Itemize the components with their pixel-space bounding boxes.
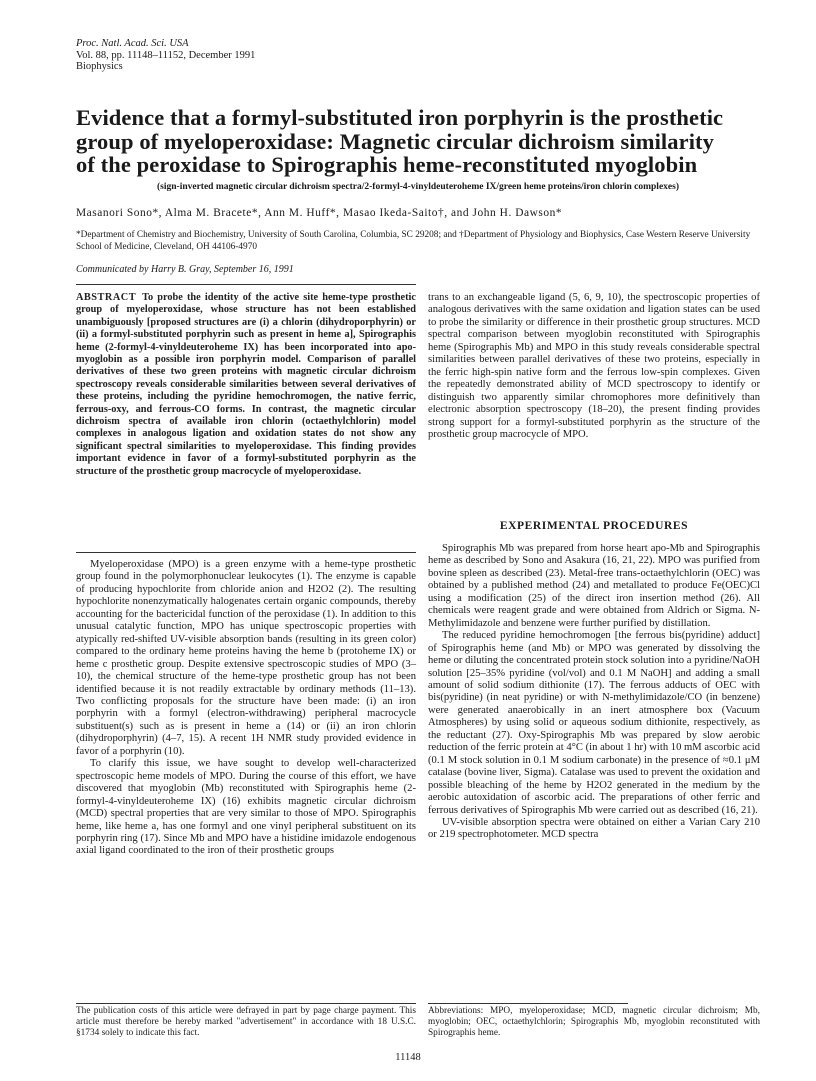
intro-paragraph-1: Myeloperoxidase (MPO) is a green enzyme with a heme-type prosthetic group found in the polymorphonuclear leukocytes (1). The enzyme is capable of producing hypochlorite from chloride anion and H2O2 (2). The resulting hypochlorite nonenzymatically halogenates certain organic compounds, thereby accounting for the bactericidal function of the peroxidase (1). In addition to this unusual catalytic function, MPO has unique spectroscopic properties with atypically red-shifted UV-visible absorption bands (resulting in its green color) compared to the ordinary heme proteins having the heme b (protoheme IX) or heme c prosthetic group. Despite extensive spectroscopic studies of MPO (3–10), the chemical structure of the heme-type prosthetic group has not been identified because it is not readily extractable by ordinary methods (11–13). Two conflicting proposals for the structure have been made: (i) an iron porphyrin with a formyl (electron-withdrawing) peripheral macrocycle substituent(s) such as is present in heme a (14) or (ii) an iron chlorin (dihydroporphyrin) (4–7, 15). A recent 1H NMR study provided evidence in favor of a porphyrin (10). xyxy=(76,559,416,757)
article-title: Evidence that a formyl-substituted iron porphyrin is the prosthetic group of myeloperoxidase: Magnetic circular dichroism similarity of the peroxidase to Spirographis heme-reconstituted myoglobin xyxy=(76,105,724,177)
section-heading-experimental-procedures: EXPERIMENTAL PROCEDURES xyxy=(499,520,689,532)
intro-continuation: trans to an exchangeable ligand (5, 6, 9, 10), the spectroscopic properties of analogous derivatives with the same oxidation and ligation states can be used to probe the similarity or difference in their prosthetic group structures. MCD spectral comparison between myoglobin reconstituted with Spirographis heme (Spirographis Mb) and MPO in this study reveals considerable spectral similarities between parallel derivatives of these two proteins, especially in the ferric high-spin native form and the ferrous low-spin complexes. Given the repeatedly demonstrated ability of MCD spectroscopy to identify or distinguish two apparently similar chromophores more definitively than electronic absorption spectroscopy (18–20), the present finding provides strong support for a formyl-substituted porphyrin as the structure of the prosthetic group macrocycle of MPO. xyxy=(428,292,760,440)
methods-paragraph-2: The reduced pyridine hemochromogen [the ferrous bis(pyridine) adduct] of Spirographis heme (and Mb) or MPO was generated by dissolving the heme or diluting the concentrated protein stock solution into a pyridine/NaOH solution [25–35% pyridine (vol/vol) and 0.1 M NaOH] and adding a small amount of solid sodium dithionite (17). The ferrous adducts of OEC with bis(pyridine) (in neat pyridine) or with N-methylimidazole/CO (in benzene) were generated anaerobically in an inert atmosphere box (Vacuum Atmospheres) by using solid or aqueous sodium dithionite, respectively, as the reductant (27). Oxy-Spirographis Mb was prepared by slow aerobic reduction of the ferric protein at 4°C (in about 1 hr) with 10 mM ascorbic acid (0.1 M stock solution in 0.1 M sodium carbonate) in the presence of ≈0.1 μM catalase (bovine liver, Sigma). Catalase was used to prevent the oxidation and possible bleaching of the heme by H2O2 generated in the medium by the aerobic autoxidation of ascorbic acid. The preparations of other ferric and ferrous derivatives of Spirographis Mb were carried out as described (16, 21). xyxy=(428,630,760,816)
page-number: 11148 xyxy=(395,1052,421,1063)
journal-header xyxy=(76,38,255,73)
abstract-top-rule xyxy=(76,284,416,285)
authors: Masanori Sono*, Alma M. Bracete*, Ann M. Huff*, Masao Ikeda-Saito†, and John H. Dawson* xyxy=(76,207,563,219)
footnote-rule-left xyxy=(76,1003,416,1004)
abstract xyxy=(76,292,416,478)
abstract-text: To probe the identity of the active site heme-type prosthetic group of myeloperoxidase, whose structure has not been established unambiguously [proposed structures are (i) a chlorin (dihydroporphyrin) or (ii) a formyl-substituted porphyrin such as present in heme a], Spirographis heme (2-formyl-4-vinyldeuteroheme IX) has been incorporated into apo-myoglobin as a possible iron porphyrin model. Comparison of parallel derivatives of these two green proteins with magnetic circular dichroism spectroscopy reveals considerable similarities between several derivatives of these proteins, including the pyridine hemochromogen, the native ferric, ferrous-oxy, and ferrous-CO forms. In contrast, the magnetic circular dichroism spectra of available iron chlorin (octaethylchlorin) model complexes in analogous ligation and oxidation states do not show any significant spectral similarities to myeloperoxidase. This finding provides important evidence in favor of a formyl-substituted porphyrin as the structure of the prosthetic group macrocycle of myeloperoxidase. xyxy=(76,292,416,477)
methods-section xyxy=(428,543,760,842)
intro-paragraph-2: To clarify this issue, we have sought to develop well-characterized spectroscopic heme models of MPO. During the course of this effort, we have discovered that myoglobin (Mb) reconstituted with Spirographis heme (2-formyl-4-vinyldeuteroheme IX) (16) exhibits magnetic circular dichroism (MCD) spectral properties that are very similar to those of MPO. Spirographis heme, like heme a, has one formyl and one vinyl peripheral substituent on its porphyrin ring (17). Since Mb and MPO have a histidine imidazole endogenous axial ligand coordinated to the iron of their prosthetic groups xyxy=(76,758,416,857)
introduction xyxy=(76,559,416,858)
abstract-label: ABSTRACT xyxy=(76,292,137,303)
affiliation: *Department of Chemistry and Biochemistry, University of South Carolina, Columbia, SC 29208; and †Department of Physiology and Biophysics, Case Western Reserve University School of Medicine, Cleveland, OH 44106-4970 xyxy=(76,230,751,252)
methods-paragraph-3: UV-visible absorption spectra were obtained on either a Varian Cary 210 or 219 spectrophotometer. MCD spectra xyxy=(428,816,760,841)
keywords: (sign-inverted magnetic circular dichroism spectra/2-formyl-4-vinyldeuteroheme IX/green heme proteins/iron chlorin complexes) xyxy=(157,182,679,192)
methods-paragraph-1: Spirographis Mb was prepared from horse heart apo-Mb and Spirographis heme as described by Sono and Asakura (16, 21, 22). MPO was purified from bovine spleen as described (23). Metal-free trans-octaethylchlorin (OEC) was obtained by a published method (24) and metallated to produce Fe(OEC)Cl using a modification (25) of the direct iron insertion method (26). All chemicals were reagent grade and were obtained from Aldrich or Sigma. N-Methylimidazole and benzene were further purified by distillation. xyxy=(428,543,760,629)
abbreviations-note: Abbreviations: MPO, myeloperoxidase; MCD, magnetic circular dichroism; Mb, myoglobin; OEC, octaethylchlorin; Spirographis Mb, myoglobin reconstituted with Spirographis heme. xyxy=(428,1006,760,1038)
journal-name: Proc. Natl. Acad. Sci. USA xyxy=(76,38,189,49)
abstract-bottom-rule xyxy=(76,552,416,553)
communicated-by: Communicated by Harry B. Gray, September 16, 1991 xyxy=(76,264,294,275)
publication-cost-note: The publication costs of this article were defrayed in part by page charge payment. This article must therefore be hereby marked "advertisement" in accordance with 18 U.S.C. §1734 solely to indicate this fact. xyxy=(76,1006,416,1038)
footnote-rule-right xyxy=(428,1003,628,1004)
journal-volume-line: Vol. 88, pp. 11148–11152, December 1991 xyxy=(76,49,256,61)
journal-section: Biophysics xyxy=(76,61,123,72)
